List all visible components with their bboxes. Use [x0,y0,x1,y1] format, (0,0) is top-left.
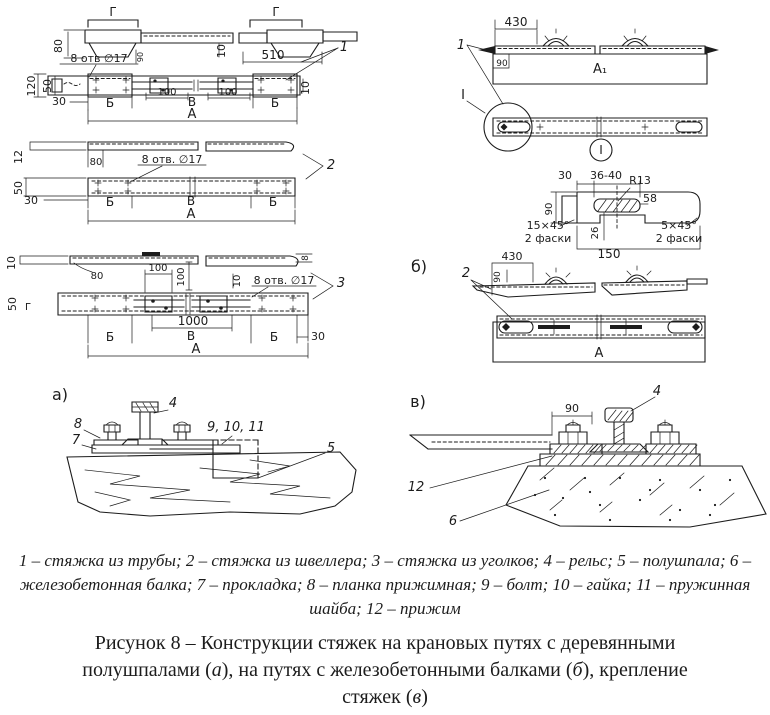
d3-dim-10-mid: 10 [232,274,243,288]
v-part-4: 4 [652,384,662,399]
d1-dim-holes: 8 отв ∅17 [70,52,128,65]
d3-dim-30: 30 [311,330,325,343]
d1-section-mark-right: Г [272,5,280,19]
r1-detail-ref: I [461,88,465,103]
d1-label-a: А [187,107,197,122]
caption-text: ), крепление [582,659,688,681]
d1-dim-30: 30 [52,95,66,108]
d3-label-v: В [186,329,196,343]
d3-dim-80: 80 [90,271,104,282]
d2-dim-12: 12 [12,150,25,164]
d3-label-a: А [191,342,201,357]
d1-dim-10-right: 10 [299,81,312,95]
a-part-5: 5 [326,441,336,456]
d3-dim-10-left: 10 [5,256,18,270]
b-view-label: б) [410,257,428,276]
d3-label-b-right: Б [269,330,279,344]
figure-legend: 1 – стяжка из трубы; 2 – стяжка из швеллера; 3 – стяжка из уголков; 4 – рельс; 5 – полушпала; 6 – железобетонная балка; 7 – прокладка; 8 – планка прижимная; 9 – болт; 10 – гайка; 11 – пружинная шайба; 12 – прижим [18,551,752,618]
d3-dim-100-v: 100 [176,267,187,287]
a-parts-9-10-11: 9, 10, 11 [207,420,265,435]
d2-part-2: 2 [326,158,336,173]
d1-section-mark-left: Г [109,5,117,19]
d3-dim-1000: 1000 [177,314,209,328]
b-label-a: А [594,346,604,361]
d1-dim-10-top: 10 [215,44,228,58]
b-dim-430: 430 [501,250,523,263]
d2-label-a: А [186,207,196,222]
det-dim-r13: R13 [629,174,651,187]
d2-dim-30: 30 [24,194,38,207]
d2-label-v: В [186,194,196,208]
det-chamfer-right: 2 фаски [655,232,703,245]
d1-part-1: 1 [339,40,349,55]
b-dim-90: 90 [493,271,503,283]
caption-text: ) [421,686,428,708]
drawing-beam-side-view [467,20,719,161]
r1-detail-circle-mark: I [599,143,603,157]
drawing-v-section [407,397,766,527]
det-dim-150: 150 [597,247,621,261]
det-dim-15x45: 15×45° [526,219,570,232]
figure-caption [55,630,715,711]
caption-text: полушпалами ( [82,659,212,681]
det-dim-5x45: 5×45° [661,219,697,232]
d1-dim-120: 120 [25,75,38,97]
d1-dim-90: 90 [136,51,145,63]
drawing-b-view [471,263,707,362]
d2-dim-80: 80 [89,157,103,168]
d1-label-b-right: Б [270,96,280,110]
d2-label-b-left: Б [105,195,115,209]
r1-part-1: 1 [456,38,466,53]
caption-text: в [412,686,422,708]
b-part-2: 2 [461,266,471,281]
d1-dim-50: 50 [41,79,54,93]
det-dim-30: 30 [558,169,572,182]
a-part-8: 8 [73,417,83,432]
r1-dim-430: 430 [504,15,528,29]
det-chamfer-left: 2 фаски [524,232,572,245]
d2-dim-50: 50 [12,181,25,195]
r1-dim-90: 90 [496,59,508,69]
v-part-6: 6 [448,514,458,529]
det-dim-58: 58 [643,192,657,205]
d3-part-3: 3 [336,276,346,291]
caption-text: ), на путях с железобетонными балками ( [221,659,573,681]
det-dim-90: 90 [544,202,555,216]
caption-text: стяжек ( [342,686,413,708]
d1-dim-510: 510 [261,48,285,62]
v-dim-90: 90 [565,402,579,415]
d1-dim-100-left: 100 [157,87,177,98]
v-view-label: в) [410,392,426,411]
det-dim-36-40: 36-40 [590,169,622,182]
d3-section-g: Г [24,302,32,313]
caption-text: а [211,659,222,681]
d2-label-b-right: Б [268,195,278,209]
d3-dim-100-h: 100 [148,263,168,274]
d1-label-b-left: Б [105,96,115,110]
r1-label-a1: А₁ [592,62,608,77]
d3-dim-8: 8 [301,255,311,261]
d1-label-v: В [187,95,197,109]
a-view-label: а) [51,385,69,404]
d2-dim-holes: 8 отв. ∅17 [141,153,203,166]
v-part-12: 12 [407,480,425,495]
d3-label-b-left: Б [105,330,115,344]
a-part-7: 7 [71,433,81,448]
caption-text: Рисунок 8 – Конструкции стяжек на крановых путях с деревянными [94,632,676,654]
det-dim-26: 26 [590,226,601,240]
a-part-4: 4 [168,396,178,411]
d3-dim-50: 50 [6,297,19,311]
d3-dim-holes: 8 отв. ∅17 [253,274,315,287]
d1-dim-100-right: 100 [218,87,238,98]
d1-dim-80: 80 [52,39,65,53]
caption-text: б [572,659,583,681]
